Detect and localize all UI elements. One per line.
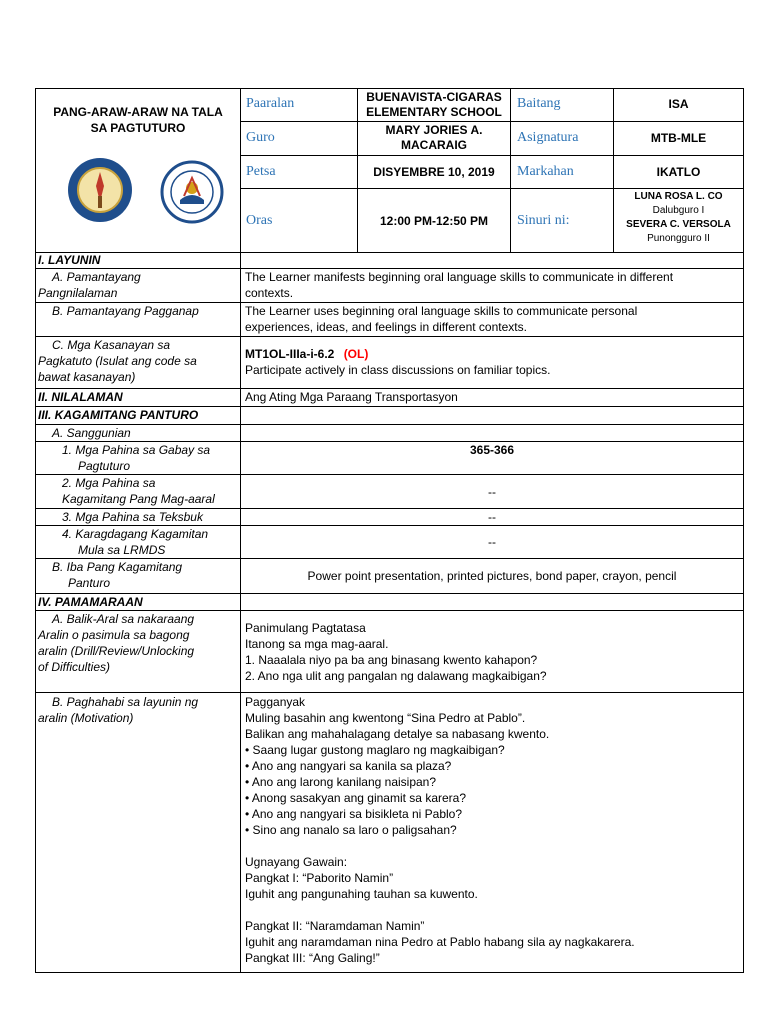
layunin-c-label-1: C. Mga Kasanayan sa bbox=[52, 338, 171, 352]
pamamaraan-a-line: Panimulang Pagtatasa bbox=[245, 621, 366, 635]
nilalaman-value: Ang Ating Mga Paraang Transportasyon bbox=[245, 390, 458, 404]
kagamitan-r4-value: -- bbox=[488, 535, 496, 549]
pamamaraan-a-label-4: of Difficulties) bbox=[38, 660, 111, 674]
pamamaraan-a-line: Itanong sa mga mag-aaral. bbox=[245, 637, 389, 651]
pamamaraan-b-line: • Anong sasakyan ang ginamit sa karera? bbox=[245, 791, 467, 805]
deped-seal-logo bbox=[160, 160, 224, 224]
layunin-b-label: B. Pamantayang Pagganap bbox=[52, 304, 199, 318]
sinuri-role-1: Dalubguro I bbox=[652, 205, 705, 216]
pamamaraan-b-label-1: B. Paghahabi sa layunin ng bbox=[52, 695, 199, 709]
sinuri-name-2: SEVERA C. VERSOLA bbox=[626, 219, 731, 230]
competency-code-tag: (OL) bbox=[343, 347, 369, 361]
school-seal-logo bbox=[68, 158, 132, 222]
kagamitan-r1-value: 365-366 bbox=[469, 443, 515, 457]
section-pamamaraan: IV. PAMAMARAAN bbox=[38, 595, 143, 609]
section-kagamitan: III. KAGAMITANG PANTURO bbox=[38, 408, 199, 422]
markahan-label: Markahan bbox=[517, 164, 574, 179]
pamamaraan-a-label-3: aralin (Drill/Review/Unlocking bbox=[38, 644, 195, 658]
layunin-c-label-3: bawat kasanayan) bbox=[38, 370, 136, 384]
layunin-b-text-2: experiences, ideas, and feelings in different contexts. bbox=[245, 320, 527, 334]
pamamaraan-b-line: Pangkat II: “Naramdaman Namin” bbox=[245, 919, 425, 933]
asignatura-label: Asignatura bbox=[517, 130, 579, 145]
paaralan-value-2: ELEMENTARY SCHOOL bbox=[366, 105, 502, 119]
sinuri-label: Sinuri ni: bbox=[517, 213, 570, 228]
sinuri-role-2: Punongguro II bbox=[647, 233, 710, 244]
markahan-value: IKATLO bbox=[656, 165, 701, 179]
pamamaraan-a-line: 1. Naaalala niyo pa ba ang binasang kwento kahapon? bbox=[245, 653, 538, 667]
guro-value-1: MARY JORIES A. bbox=[385, 123, 483, 137]
pamamaraan-b-label-2: aralin (Motivation) bbox=[38, 711, 134, 725]
layunin-c-label-2: Pagkatuto (Isulat ang code sa bbox=[38, 354, 197, 368]
section-nilalaman: II. NILALAMAN bbox=[38, 390, 123, 404]
pamamaraan-b-line: • Ano ang larong kanilang naisipan? bbox=[245, 775, 437, 789]
kagamitan-r2-label-2: Kagamitang Pang Mag-aaral bbox=[62, 492, 215, 506]
page-title-line1: PANG-ARAW-ARAW NA TALA bbox=[53, 105, 223, 119]
pamamaraan-b-line: Pangkat III: “Ang Galing!” bbox=[245, 951, 380, 965]
petsa-label: Petsa bbox=[246, 164, 276, 179]
kagamitan-r1-label-2: Pagtuturo bbox=[78, 459, 131, 473]
kagamitan-a-label: A. Sanggunian bbox=[52, 426, 131, 440]
pamamaraan-b-line: • Ano ang nangyari sa bisikleta ni Pablo? bbox=[245, 807, 463, 821]
paaralan-label: Paaralan bbox=[246, 96, 295, 111]
kagamitan-b-value: Power point presentation, printed pictures, bond paper, crayon, pencil bbox=[307, 569, 677, 583]
kagamitan-b-label-1: B. Iba Pang Kagamitang bbox=[52, 560, 183, 574]
section-layunin: I. LAYUNIN bbox=[38, 253, 101, 267]
pamamaraan-b-line: Iguhit ang pangunahing tauhan sa kuwento. bbox=[245, 887, 478, 901]
layunin-a-label-2: Pangnilalaman bbox=[38, 286, 118, 300]
kagamitan-r3-label: 3. Mga Pahina sa Teksbuk bbox=[62, 510, 203, 524]
pamamaraan-b-line: Muling basahin ang kwentong “Sina Pedro at Pablo”. bbox=[245, 711, 526, 725]
competency-code-text: MT1OL-IIIa-i-6.2 bbox=[245, 347, 335, 361]
oras-label: Oras bbox=[246, 213, 273, 228]
kagamitan-r2-value: -- bbox=[488, 485, 496, 499]
kagamitan-r4-label-1: 4. Karagdagang Kagamitan bbox=[62, 527, 209, 541]
pamamaraan-b-line: • Sino ang nanalo sa laro o paligsahan? bbox=[245, 823, 457, 837]
pamamaraan-b-line: • Saang lugar gustong maglaro ng magkaibigan? bbox=[245, 743, 505, 757]
pamamaraan-b-line: Balikan ang mahahalagang detalye sa nabasang kwento. bbox=[245, 727, 550, 741]
oras-value: 12:00 PM-12:50 PM bbox=[379, 214, 489, 228]
pamamaraan-a-label-1: A. Balik-Aral sa nakaraang bbox=[52, 612, 195, 626]
pamamaraan-a-label-2: Aralin o pasimula sa bagong bbox=[38, 628, 190, 642]
guro-label: Guro bbox=[246, 130, 275, 145]
baitang-label: Baitang bbox=[517, 96, 561, 111]
layunin-a-label-1: A. Pamantayang bbox=[52, 270, 141, 284]
petsa-value: DISYEMBRE 10, 2019 bbox=[373, 165, 495, 179]
guro-value-2: MACARAIG bbox=[401, 138, 467, 152]
kagamitan-r1-label-1: 1. Mga Pahina sa Gabay sa bbox=[62, 443, 211, 457]
sinuri-name-1: LUNA ROSA L. CO bbox=[634, 191, 723, 202]
layunin-b-text-1: The Learner uses beginning oral language skills to communicate personal bbox=[245, 304, 638, 318]
kagamitan-b-label-2: Panturo bbox=[68, 576, 111, 590]
kagamitan-r2-label-1: 2. Mga Pahina sa bbox=[62, 476, 156, 490]
paaralan-value-1: BUENAVISTA-CIGARAS bbox=[366, 90, 502, 104]
kagamitan-r3-value: -- bbox=[488, 510, 496, 524]
competency-code bbox=[245, 346, 368, 362]
layunin-a-text-2: contexts. bbox=[245, 286, 294, 300]
kagamitan-r4-label-2: Mula sa LRMDS bbox=[78, 543, 166, 557]
pamamaraan-b-line: Pangkat I: “Paborito Namin” bbox=[245, 871, 394, 885]
pamamaraan-a-line: 2. Ano nga ulit ang pangalan ng dalawang magkaibigan? bbox=[245, 669, 547, 683]
baitang-value: ISA bbox=[668, 97, 689, 111]
layunin-c-text: Participate actively in class discussions on familiar topics. bbox=[245, 363, 551, 377]
page-title-line2: SA PAGTUTURO bbox=[90, 121, 186, 135]
pamamaraan-b-line: Iguhit ang naramdaman nina Pedro at Pablo habang sila ay nagkakarera. bbox=[245, 935, 635, 949]
layunin-a-text-1: The Learner manifests beginning oral language skills to communicate in different bbox=[245, 270, 674, 284]
pamamaraan-b-line: • Ano ang nangyari sa kanila sa plaza? bbox=[245, 759, 452, 773]
pamamaraan-b-line: Ugnayang Gawain: bbox=[245, 855, 348, 869]
asignatura-value: MTB-MLE bbox=[650, 131, 707, 145]
pamamaraan-b-line: Pagganyak bbox=[245, 695, 306, 709]
